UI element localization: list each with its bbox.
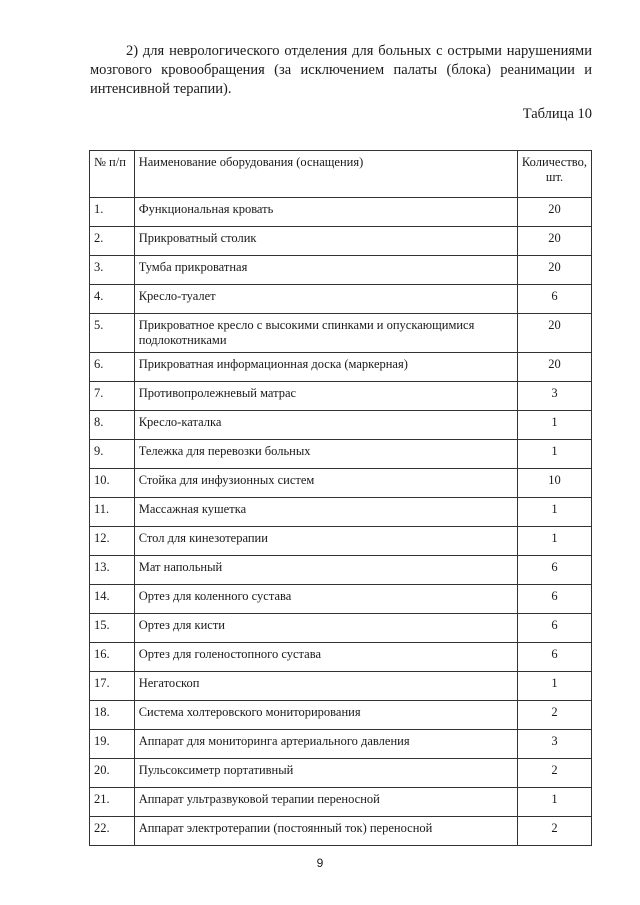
row-name: Прикроватный столик: [134, 227, 517, 256]
row-num: 14.: [90, 585, 135, 614]
row-num: 17.: [90, 672, 135, 701]
table-row: [90, 469, 592, 498]
row-qty: 1: [517, 672, 591, 701]
row-name: Мат напольный: [134, 556, 517, 585]
row-num: 10.: [90, 469, 135, 498]
table-row: [90, 614, 592, 643]
row-num: 15.: [90, 614, 135, 643]
row-num: 21.: [90, 788, 135, 817]
table-row: [90, 256, 592, 285]
row-name: Система холтеровского мониторирования: [134, 701, 517, 730]
table-caption: Таблица 10: [522, 106, 592, 122]
row-qty: 20: [517, 353, 591, 382]
table-row: [90, 788, 592, 817]
row-qty: 1: [517, 411, 591, 440]
row-name: Прикроватное кресло с высокими спинками и опускающимися подлокотниками: [134, 314, 517, 353]
row-qty: 2: [517, 817, 591, 846]
row-name: Кресло-каталка: [134, 411, 517, 440]
row-qty: 20: [517, 256, 591, 285]
row-num: 2.: [90, 227, 135, 256]
table-row: [90, 498, 592, 527]
row-name: Ортез для кисти: [134, 614, 517, 643]
row-qty: 20: [517, 227, 591, 256]
row-qty: 10: [517, 469, 591, 498]
row-qty: 20: [517, 198, 591, 227]
row-qty: 1: [517, 440, 591, 469]
row-name: Пульсоксиметр портативный: [134, 759, 517, 788]
table-row: [90, 730, 592, 759]
row-num: 8.: [90, 411, 135, 440]
table-row: [90, 314, 592, 353]
row-qty: 6: [517, 285, 591, 314]
table-row: [90, 440, 592, 469]
row-name: Тележка для перевозки больных: [134, 440, 517, 469]
row-name: Ортез для коленного сустава: [134, 585, 517, 614]
table-row: [90, 382, 592, 411]
row-name: Аппарат для мониторинга артериального давления: [134, 730, 517, 759]
intro-text: [90, 42, 592, 99]
row-name: Аппарат электротерапии (постоянный ток) переносной: [134, 817, 517, 846]
row-num: 22.: [90, 817, 135, 846]
row-name: Массажная кушетка: [134, 498, 517, 527]
row-num: 9.: [90, 440, 135, 469]
table-body: [90, 198, 592, 846]
row-qty: 1: [517, 788, 591, 817]
table-row: [90, 285, 592, 314]
row-name: Тумба прикроватная: [134, 256, 517, 285]
table-row: [90, 227, 592, 256]
row-name: Функциональная кровать: [134, 198, 517, 227]
row-num: 4.: [90, 285, 135, 314]
row-qty: 2: [517, 701, 591, 730]
table-row: [90, 759, 592, 788]
row-qty: 2: [517, 759, 591, 788]
header-qty: Количество, шт.: [517, 151, 591, 198]
row-qty: 1: [517, 527, 591, 556]
row-name: Стойка для инфузионных систем: [134, 469, 517, 498]
row-name: Ортез для голеностопного сустава: [134, 643, 517, 672]
header-num: № п/п: [90, 151, 135, 198]
table-row: [90, 643, 592, 672]
row-qty: 6: [517, 585, 591, 614]
row-name: Прикроватная информационная доска (маркерная): [134, 353, 517, 382]
row-name: Противопролежневый матрас: [134, 382, 517, 411]
table-row: [90, 527, 592, 556]
row-name: Негатоскоп: [134, 672, 517, 701]
header-name: Наименование оборудования (оснащения): [134, 151, 517, 198]
table-row: [90, 556, 592, 585]
intro-paragraph: 2) для неврологического отделения для больных с острыми нарушениями мозгового кровообращения (за исключением палаты (блока) реанимации и интенсивной терапии).: [90, 43, 592, 97]
row-num: 12.: [90, 527, 135, 556]
row-name: Стол для кинезотерапии: [134, 527, 517, 556]
row-qty: 6: [517, 614, 591, 643]
row-num: 20.: [90, 759, 135, 788]
table-row: [90, 198, 592, 227]
row-qty: 3: [517, 382, 591, 411]
row-name: Аппарат ультразвуковой терапии переносной: [134, 788, 517, 817]
row-num: 13.: [90, 556, 135, 585]
table-row: [90, 817, 592, 846]
row-qty: 6: [517, 556, 591, 585]
table-row: [90, 353, 592, 382]
table-row: [90, 585, 592, 614]
row-num: 16.: [90, 643, 135, 672]
row-qty: 3: [517, 730, 591, 759]
page-number: 9: [316, 856, 324, 870]
table-row: [90, 672, 592, 701]
table-row: [90, 701, 592, 730]
equipment-table: [89, 150, 592, 846]
row-qty: 20: [517, 314, 591, 353]
row-num: 11.: [90, 498, 135, 527]
row-num: 6.: [90, 353, 135, 382]
row-num: 3.: [90, 256, 135, 285]
table-header-row: [90, 151, 592, 198]
row-num: 5.: [90, 314, 135, 353]
table-row: [90, 411, 592, 440]
row-num: 19.: [90, 730, 135, 759]
row-qty: 1: [517, 498, 591, 527]
row-num: 1.: [90, 198, 135, 227]
row-num: 7.: [90, 382, 135, 411]
row-qty: 6: [517, 643, 591, 672]
row-num: 18.: [90, 701, 135, 730]
row-name: Кресло-туалет: [134, 285, 517, 314]
